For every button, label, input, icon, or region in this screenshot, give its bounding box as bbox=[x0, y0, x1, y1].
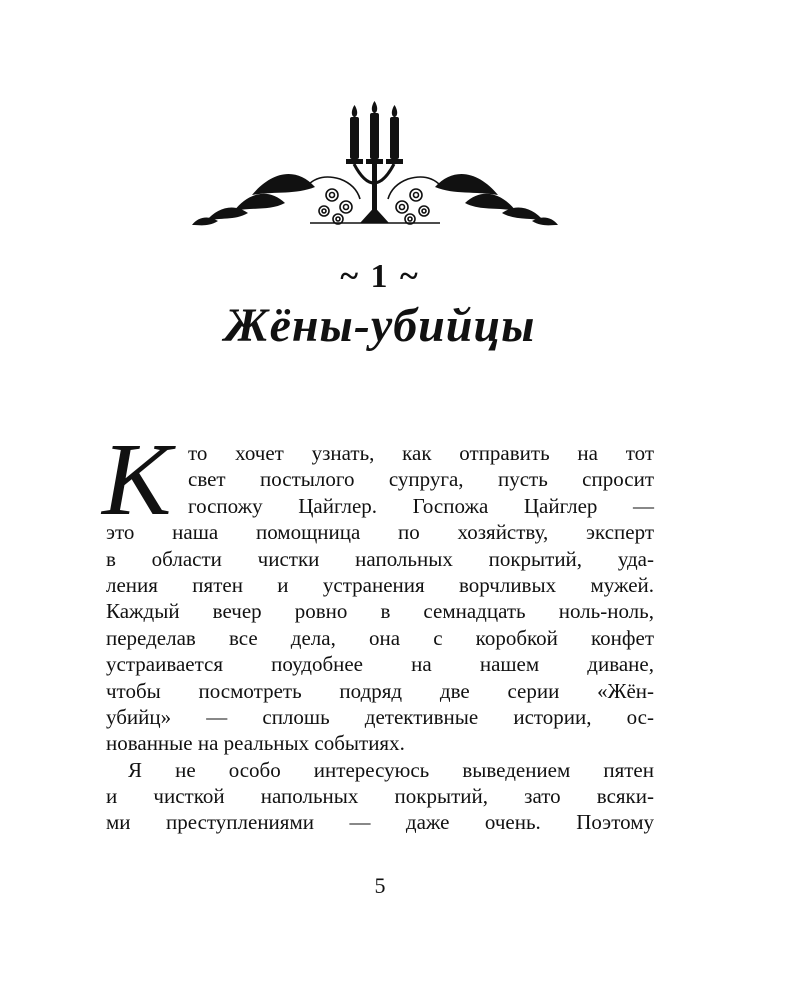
chapter-title: Жёны-убийцы bbox=[224, 299, 536, 352]
text-line: ления пятен и устранения ворчливых мужей. bbox=[106, 572, 654, 597]
body-text bbox=[106, 440, 654, 836]
text-line: устраивается поудобнее на нашем диване, bbox=[106, 652, 654, 677]
text-line: нованные на реальных событиях. bbox=[106, 731, 405, 756]
text-line: и чисткой напольных покрытий, зато всяки- bbox=[106, 784, 654, 809]
text-line: ми преступлениями — даже очень. Поэтому bbox=[106, 810, 654, 835]
text-line: Каждый вечер ровно в семнадцать ноль-ноль, bbox=[106, 599, 654, 624]
page-number: 5 bbox=[374, 873, 386, 898]
text-line: убийц» — сплошь детективные истории, ос- bbox=[106, 704, 654, 729]
text-line: это наша помощница по хозяйству, эксперт bbox=[106, 520, 654, 545]
text-line: то хочет узнать, как отправить на тот bbox=[188, 441, 654, 465]
candelabra-ornament-icon bbox=[190, 95, 560, 235]
text-line: в области чистки напольных покрытий, уда- bbox=[106, 546, 654, 571]
text-line: свет постылого супруга, пусть спросит bbox=[188, 467, 654, 492]
text-line: переделав все дела, она с коробкой конфет bbox=[106, 625, 654, 650]
text-line: Я не особо интересуюсь выведением пятен bbox=[128, 757, 654, 782]
text-line: чтобы посмотреть подряд две серии «Жён- bbox=[106, 678, 654, 703]
text-line: госпожу Цайглер. Госпожа Цайглер — bbox=[188, 493, 654, 518]
drop-cap-letter: К bbox=[102, 422, 172, 537]
chapter-number: ~ 1 ~ bbox=[340, 258, 420, 295]
